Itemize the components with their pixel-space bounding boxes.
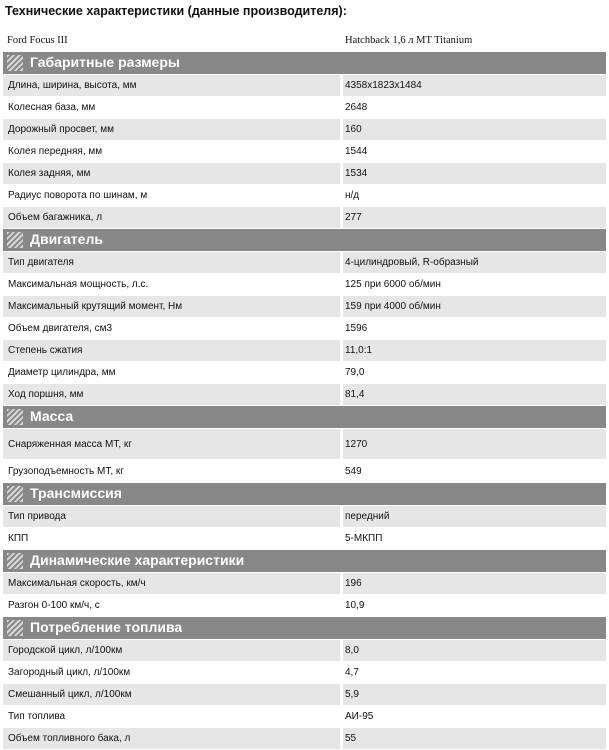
section-title: Трансмиссия (30, 485, 122, 501)
hatch-icon (7, 55, 23, 71)
section-mass (3, 406, 606, 483)
table-row (3, 296, 606, 318)
section-fuel (3, 617, 606, 750)
spec-value: 5,9 (343, 684, 606, 705)
section-header (3, 550, 606, 573)
table-row (3, 185, 606, 207)
table-row (3, 362, 606, 384)
spec-label: Городской цикл, л/100км (3, 640, 340, 661)
model-row (0, 32, 606, 50)
section-header (3, 52, 606, 75)
spec-value: 10,9 (343, 595, 606, 616)
table-row (3, 75, 606, 97)
spec-label: КПП (3, 528, 340, 549)
table-row (3, 163, 606, 185)
table-row (3, 662, 606, 684)
model-trim: Hatchback 1,6 л MT Titanium (345, 35, 473, 46)
section-header (3, 617, 606, 640)
spec-label: Грузоподъемность МТ, кг (3, 460, 340, 482)
table-row (3, 573, 606, 595)
section-title: Двигатель (30, 231, 103, 247)
spec-value: 277 (343, 207, 606, 228)
section-header (3, 483, 606, 506)
table-row (3, 274, 606, 296)
table-row (3, 728, 606, 750)
hatch-icon (7, 409, 23, 425)
spec-value: 79,0 (343, 362, 606, 383)
section-title: Масса (30, 408, 74, 424)
spec-label: Колесная база, мм (3, 97, 340, 118)
hatch-icon (7, 486, 23, 502)
spec-label: Объем топливного бака, л (3, 728, 340, 749)
spec-label: Объем двигателя, см3 (3, 318, 340, 339)
spec-value: 81,4 (343, 384, 606, 405)
spec-value: 55 (343, 728, 606, 749)
spec-value: 4358x1823x1484 (343, 75, 606, 96)
spec-value: 125 при 6000 об/мин (343, 274, 606, 295)
table-row (3, 318, 606, 340)
spec-value: передний (343, 506, 606, 527)
table-row (3, 706, 606, 728)
spec-value: н/д (343, 185, 606, 206)
spec-label: Тип топлива (3, 706, 340, 727)
section-title: Динамические характеристики (30, 552, 245, 568)
table-row (3, 119, 606, 141)
spec-value: 8,0 (343, 640, 606, 661)
spec-label: Радиус поворота по шинам, м (3, 185, 340, 206)
section-transmission (3, 483, 606, 550)
spec-label: Загородный цикл, л/100км (3, 662, 340, 683)
spec-value: 1544 (343, 141, 606, 162)
table-row (3, 595, 606, 617)
spec-value: 159 при 4000 об/мин (343, 296, 606, 317)
table-row (3, 528, 606, 550)
table-row (3, 429, 606, 460)
spec-label: Объем багажника, л (3, 207, 340, 228)
spec-label: Разгон 0-100 км/ч, с (3, 595, 340, 616)
spec-label: Максимальный крутящий момент, Нм (3, 296, 340, 317)
spec-label: Диаметр цилиндра, мм (3, 362, 340, 383)
section-dimensions (3, 52, 606, 229)
page-title: Технические характеристики (данные производителя): (5, 4, 347, 18)
spec-label: Дорожный просвет, мм (3, 119, 340, 140)
hatch-icon (7, 232, 23, 248)
hatch-icon (7, 553, 23, 569)
spec-label: Максимальная скорость, км/ч (3, 573, 340, 594)
spec-value: 2648 (343, 97, 606, 118)
spec-label: Смешанный цикл, л/100км (3, 684, 340, 705)
section-header (3, 229, 606, 252)
spec-label: Степень сжатия (3, 340, 340, 361)
spec-value: 1534 (343, 163, 606, 184)
spec-label: Длина, ширина, высота, мм (3, 75, 340, 96)
spec-value: 160 (343, 119, 606, 140)
table-row (3, 506, 606, 528)
table-row (3, 460, 606, 483)
spec-value: 11,0:1 (343, 340, 606, 361)
spec-value: 1270 (343, 429, 606, 459)
table-row (3, 684, 606, 706)
table-row (3, 141, 606, 163)
spec-value: АИ-95 (343, 706, 606, 727)
section-title: Габаритные размеры (30, 54, 180, 70)
spec-label: Максимальная мощность, л.с. (3, 274, 340, 295)
spec-label: Ход поршня, мм (3, 384, 340, 405)
spec-value: 549 (343, 460, 606, 482)
section-dynamics (3, 550, 606, 617)
spec-value: 5-МКПП (343, 528, 606, 549)
spec-value: 196 (343, 573, 606, 594)
section-engine (3, 229, 606, 406)
spec-label: Тип двигателя (3, 252, 340, 273)
table-row (3, 340, 606, 362)
table-row (3, 207, 606, 229)
section-header (3, 406, 606, 429)
spec-table (3, 52, 606, 750)
spec-value: 4,7 (343, 662, 606, 683)
spec-label: Колея задняя, мм (3, 163, 340, 184)
table-row (3, 384, 606, 406)
spec-value: 1596 (343, 318, 606, 339)
section-title: Потребление топлива (30, 619, 183, 635)
spec-value: 4-цилиндровый, R-образный (343, 252, 606, 273)
model-name: Ford Focus III (7, 35, 68, 46)
hatch-icon (7, 620, 23, 636)
spec-label: Снаряженная масса МТ, кг (3, 429, 340, 459)
spec-label: Колея передняя, мм (3, 141, 340, 162)
spec-label: Тип привода (3, 506, 340, 527)
table-row (3, 252, 606, 274)
table-row (3, 97, 606, 119)
table-row (3, 640, 606, 662)
